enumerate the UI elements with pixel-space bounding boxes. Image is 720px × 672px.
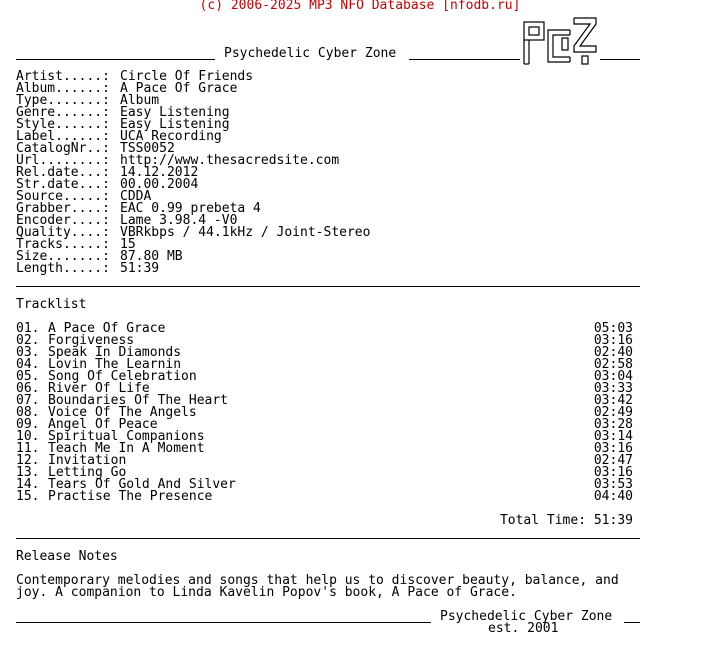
track-duration: 03:42: [593, 393, 633, 408]
pcz-logo: [522, 16, 600, 66]
site-banner: (c) 2006-2025 MP3 NFO Database [nfodb.ru]: [199, 0, 521, 13]
footer-rule-right: [624, 622, 640, 623]
info-value: Album: [120, 93, 160, 108]
track-title: River Of Life: [48, 381, 150, 396]
track-duration: 03:16: [593, 441, 633, 456]
info-value: Easy Listening: [120, 105, 230, 120]
info-value: 87.80 MB: [120, 249, 183, 264]
info-key: Size.......:: [16, 249, 110, 264]
track-number: 15.: [16, 489, 40, 504]
track-duration: 03:16: [593, 465, 633, 480]
info-value: A Pace Of Grace: [120, 81, 238, 96]
track-duration: 04:40: [593, 489, 633, 504]
track-title: Letting Go: [48, 465, 127, 480]
info-value: Circle Of Friends: [120, 69, 254, 84]
tracklist-heading: Tracklist: [16, 297, 87, 312]
info-value: TSS0052: [120, 141, 175, 156]
total-time: Total Time: 51:39: [499, 513, 633, 528]
info-value: EAC 0.99 prebeta 4: [120, 201, 261, 216]
info-key: Artist.....:: [16, 69, 110, 84]
info-key: Grabber....:: [16, 201, 110, 216]
info-key: Quality....:: [16, 225, 110, 240]
info-value: Lame 3.98.4 -V0: [120, 213, 238, 228]
track-title: Tears Of Gold And Silver: [48, 477, 236, 492]
track-duration: 02:58: [593, 357, 633, 372]
track-number: 03.: [16, 345, 40, 360]
track-number: 14.: [16, 477, 40, 492]
track-number: 04.: [16, 357, 40, 372]
track-duration: 02:40: [593, 345, 633, 360]
track-duration: 03:16: [593, 333, 633, 348]
track-title: Lovin The Learnin: [48, 357, 182, 372]
track-number: 02.: [16, 333, 40, 348]
info-key: Length.....:: [16, 261, 110, 276]
info-value: Easy Listening: [120, 117, 230, 132]
track-row: [16, 491, 633, 503]
header-rule-left: [16, 59, 215, 60]
track-number: 06.: [16, 381, 40, 396]
track-title: Angel Of Peace: [48, 417, 158, 432]
track-title: A Pace Of Grace: [48, 321, 166, 336]
track-title: Spiritual Companions: [48, 429, 205, 444]
track-number: 08.: [16, 405, 40, 420]
track-duration: 03:53: [593, 477, 633, 492]
info-row: [16, 263, 616, 275]
track-title: Practise The Presence: [48, 489, 213, 504]
info-key: Tracks.....:: [16, 237, 110, 252]
info-value: UCA Recording: [120, 129, 222, 144]
track-duration: 05:03: [593, 321, 633, 336]
info-value: VBRkbps / 44.1kHz / Joint-Stereo: [120, 225, 371, 240]
track-duration: 02:47: [593, 453, 633, 468]
footer-rule-left: [16, 622, 431, 623]
divider-2: [16, 538, 640, 539]
info-value: 14.12.2012: [120, 165, 199, 180]
track-number: 12.: [16, 453, 40, 468]
info-key: Album......:: [16, 81, 110, 96]
track-title: Boundaries Of The Heart: [48, 393, 229, 408]
info-key: Encoder....:: [16, 213, 110, 228]
info-value: 00.00.2004: [120, 177, 199, 192]
info-key: Genre......:: [16, 105, 110, 120]
track-number: 09.: [16, 417, 40, 432]
track-title: Forgiveness: [48, 333, 135, 348]
track-duration: 02:49: [593, 405, 633, 420]
info-value: CDDA: [120, 189, 152, 204]
info-key: Str.date...:: [16, 177, 110, 192]
footer-est: est. 2001: [488, 621, 559, 636]
divider-1: [16, 286, 640, 287]
footer-title: Psychedelic Cyber Zone: [440, 609, 613, 624]
release-notes-heading: Release Notes: [16, 549, 118, 564]
track-title: Teach Me In A Moment: [48, 441, 205, 456]
track-title: Song Of Celebration: [48, 369, 197, 384]
track-number: 07.: [16, 393, 40, 408]
header-rule-middle: [409, 59, 520, 60]
header-rule-right: [600, 59, 640, 60]
track-number: 05.: [16, 369, 40, 384]
header-title: Psychedelic Cyber Zone: [224, 46, 397, 61]
info-key: Label......:: [16, 129, 110, 144]
info-key: CatalogNr..:: [16, 141, 110, 156]
track-duration: 03:04: [593, 369, 633, 384]
info-value: 51:39: [120, 261, 160, 276]
track-duration: 03:14: [593, 429, 633, 444]
release-notes-line-2: joy. A companion to Linda Kavelin Popov's book, A Pace of Grace.: [16, 585, 517, 600]
track-duration: 03:33: [593, 381, 633, 396]
track-title: Speak In Diamonds: [48, 345, 182, 360]
release-notes-line-1: Contemporary melodies and songs that help us to discover beauty, balance, and: [16, 573, 619, 588]
info-key: Source.....:: [16, 189, 110, 204]
track-number: 01.: [16, 321, 40, 336]
info-key: Style......:: [16, 117, 110, 132]
track-number: 11.: [16, 441, 40, 456]
track-title: Voice Of The Angels: [48, 405, 197, 420]
info-value: http://www.thesacredsite.com: [120, 153, 340, 168]
info-key: Type.......:: [16, 93, 110, 108]
track-title: Invitation: [48, 453, 127, 468]
info-key: Url........:: [16, 153, 110, 168]
track-number: 10.: [16, 429, 40, 444]
track-duration: 03:28: [593, 417, 633, 432]
track-number: 13.: [16, 465, 40, 480]
info-value: 15: [120, 237, 136, 252]
info-key: Rel.date...:: [16, 165, 110, 180]
